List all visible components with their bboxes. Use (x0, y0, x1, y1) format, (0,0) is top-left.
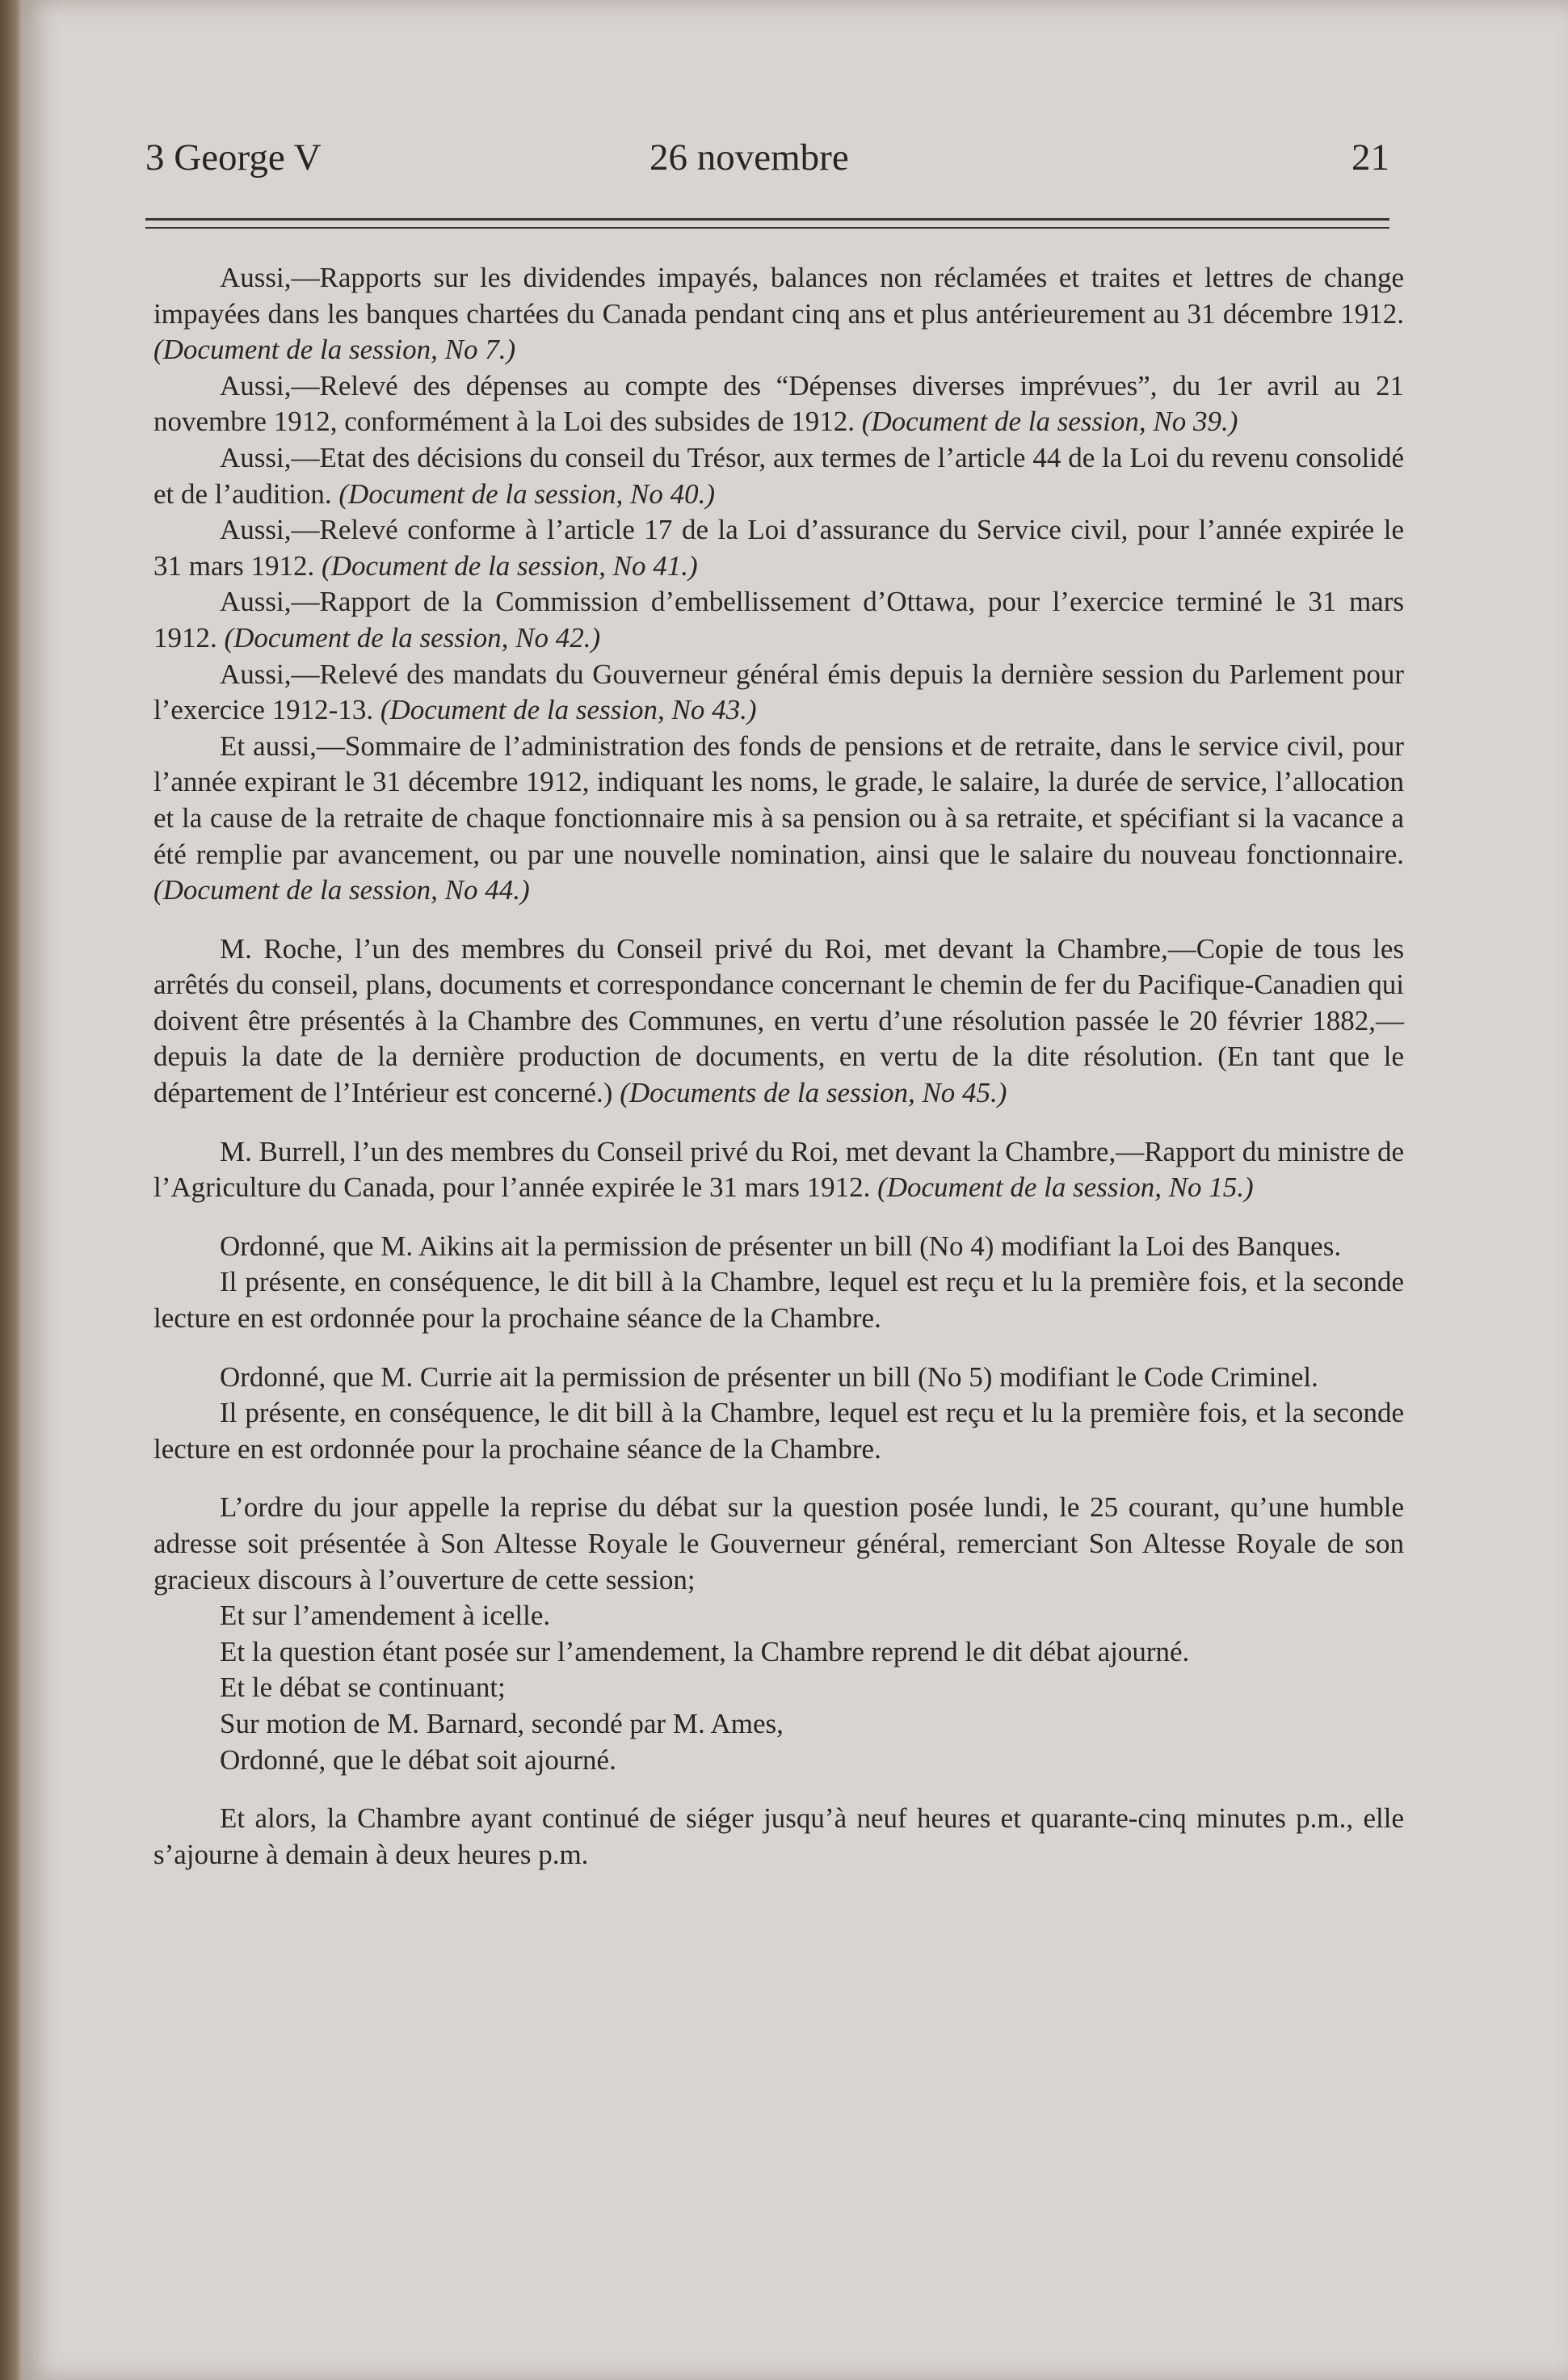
page-header (145, 136, 1389, 192)
paragraph-motion-barnard: Sur motion de M. Barnard, secondé par M. Ames, (220, 1707, 784, 1739)
paragraph-question-posee: Et la question étant posée sur l’amendement, la Chambre reprend le dit débat ajourné. (220, 1635, 1190, 1667)
paragraph-debat-ajourne: Ordonné, que le débat soit ajourné. (220, 1743, 616, 1776)
paragraph-currie-reading: Il présente, en conséquence, le dit bill à la Chambre, lequel est reçu et lu la première fois, et la seconde lecture en est ordonnée pour la prochaine séance de la Chambre. (153, 1397, 1404, 1465)
paragraph-burrell: M. Burrell, l’un des membres du Conseil privé du Roi, met devant la Chambre,—Rapport du ministre de l’Agriculture du Canada, pour l’année expirée le 31 mars 1912. (Document de la session, No 15.) (153, 1135, 1404, 1204)
paragraph-ordre-du-jour: L’ordre du jour appelle la reprise du débat sur la question posée lundi, le 25 courant, qu’une humble adresse soit présentée à Son Altesse Royale le Gouverneur général, remerciant Son Altesse Royale de son gracieux discours à l’ouverture de cette session; (153, 1491, 1404, 1596)
paragraph-mandats: Aussi,—Relevé des mandats du Gouverneur général émis depuis la dernière session du Parlement pour l’exercice 1912-13. (Document de la session, No 43.) (153, 658, 1404, 726)
header-rule-top (145, 218, 1389, 221)
page-body (153, 260, 1404, 1873)
paragraph-roche: M. Roche, l’un des membres du Conseil privé du Roi, met devant la Chambre,—Copie de tous les arrêtés du conseil, plans, documents et correspondance concernant le chemin de fer du Pacifique-Canadien qui doivent être présentés à la Chambre des Communes, en vertu d’une résolution passée le 20 février 1882,—depuis la date de la dernière production de documents, en vertu de la dite résolution. (En tant que le département de l’Intérieur est concerné.) (Documents de la session, No 45.) (153, 932, 1404, 1109)
paragraph-depenses: Aussi,—Relevé des dépenses au compte des “Dépenses diverses imprévues”, du 1er avril au 21 novembre 1912, conformément à la Loi des subsides de 1912. (Document de la session, No 39.) (153, 369, 1404, 438)
paragraph-assurance: Aussi,—Relevé conforme à l’article 17 de la Loi d’assurance du Service civil, pour l’année expirée le 31 mars 1912. (Document de la session, No 41.) (153, 514, 1404, 582)
header-rule-bottom (145, 227, 1389, 229)
header-regnal-year: 3 George V (145, 137, 322, 179)
paragraph-amendement: Et sur l’amendement à icelle. (220, 1600, 551, 1632)
paragraph-dividendes: Aussi,—Rapports sur les dividendes impayés, balances non réclamées et traites et lettres de change impayées dans les banques chartées du Canada pendant cinq ans et plus antérieurement au 31 décembre 1912. (Document de la session, No 7.) (153, 262, 1404, 366)
header-date: 26 novembre (649, 137, 849, 179)
page-number: 21 (1352, 137, 1389, 179)
paragraph-aikins-reading: Il présente, en conséquence, le dit bill à la Chambre, lequel est reçu et lu la première fois, et la seconde lecture en est ordonnée pour la prochaine séance de la Chambre. (153, 1266, 1404, 1335)
paragraph-ajournement: Et alors, la Chambre ayant continué de siéger jusqu’à neuf heures et quarante-cinq minutes p.m., elle s’ajourne à demain à deux heures p.m. (153, 1802, 1404, 1870)
paragraph-debat-continuant: Et le débat se continuant; (220, 1671, 506, 1704)
paragraph-tresor: Aussi,—Etat des décisions du conseil du Trésor, aux termes de l’article 44 de la Loi du revenu consolidé et de l’audition. (Document de la session, No 40.) (153, 441, 1404, 510)
paragraph-currie-bill: Ordonné, que M. Currie ait la permission de présenter un bill (No 5) modifiant le Code Criminel. (220, 1360, 1318, 1393)
paragraph-pensions: Et aussi,—Sommaire de l’administration des fonds de pensions et de retraite, dans le service civil, pour l’année expirant le 31 décembre 1912, indiquant les noms, le grade, le salaire, la durée de service, l’allocation et la cause de la retraite de chaque fonctionnaire mis à sa pension ou à sa retraite, et spécifiant si la vacance a été remplie par avancement, ou par une nouvelle nomination, ainsi que le salaire du nouveau fonctionnaire. (Document de la session, No 44.) (153, 730, 1404, 906)
book-binding-edge (0, 0, 23, 2380)
paragraph-aikins-bill: Ordonné, que M. Aikins ait la permission de présenter un bill (No 4) modifiant la Loi des Banques. (220, 1230, 1342, 1262)
paragraph-embellissement: Aussi,—Rapport de la Commission d’embellissement d’Ottawa, pour l’exercice terminé le 31 mars 1912. (Document de la session, No 42.) (153, 586, 1404, 654)
